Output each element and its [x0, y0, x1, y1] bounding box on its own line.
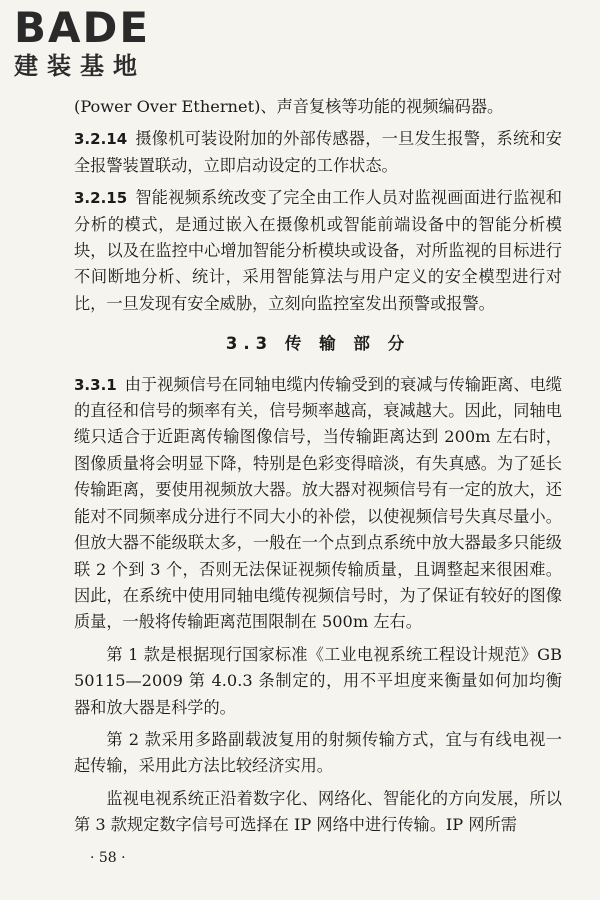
paragraph-item-2: 第 2 款采用多路副载波复用的射频传输方式，宜与有线电视一起传输，采用此方法比较经济实用。	[74, 729, 562, 776]
clause-number: 3.3.1	[74, 375, 117, 394]
clause-number: 3.2.15	[74, 189, 128, 208]
clause-number: 3.2.14	[74, 130, 128, 149]
paragraph-item-1: 第 1 款是根据现行国家标准《工业电视系统工程设计规范》GB 50115—2009 第 4.0.3 条制定的，用不平坦度来衡量如何加均衡器和放大器是科学的。	[74, 644, 562, 717]
logo-text-en: BADE	[14, 3, 151, 52]
page-number: · 58 ·	[90, 850, 126, 866]
clause-3-3-1	[74, 372, 562, 636]
clause-text: 摄像机可装设附加的外部传感器，一旦发生报警，系统和安全报警装置联动，立即启动设定的工作状态。	[74, 129, 562, 175]
paragraph-continued: (Power Over Ethernet)、声音复核等功能的视频编码器。	[74, 97, 504, 116]
clause-text: 智能视频系统改变了完全由工作人员对监视画面进行监视和分析的模式，是通过嵌入在摄像机或智能前端设备中的智能分析模块，以及在监控中心增加智能分析模块或设备，对所监视的目标进行不间断地分析、统计，采用智能算法与用户定义的安全模型进行对比，一旦发现有安全威胁，立刻向监控室发出预警或报警。	[74, 188, 562, 313]
clause-text: 由于视频信号在同轴电缆内传输受到的衰减与传输距离、电缆的直径和信号的频率有关，信号频率越高，衰减越大。因此，同轴电缆只适合于近距离传输图像信号，当传输距离达到 200m 左右时，图像质量将会明显下降，特别是色彩变得暗淡，有失真感。为了延长传输距离，要使用视频放大器。放大器对视频信号有一定的放大，还能对不同频率成分进行不同大小的补偿，以使视频信号失真尽量小。但放大器不能级联太多，一般在一个点到点系统中放大器最多只能级联 2 个到 3 个，否则无法保证视频传输质量，且调整起来很困难。因此，在系统中使用同轴电缆传视频信号时，为了保证有较好的图像质量，一般将传输距离范围限制在 500m 左右。	[74, 374, 562, 632]
paragraph-item-3: 监视电视系统正沿着数字化、网络化、智能化的方向发展，所以第 3 款规定数字信号可选择在 IP 网络中进行传输。IP 网所需	[74, 788, 562, 835]
section-heading: 3.3 传 输 部 分	[225, 334, 411, 354]
logo-text-cn: 建装基地	[14, 52, 146, 80]
bade-logo	[14, 3, 151, 80]
clause-3-2-15	[74, 185, 562, 317]
document-body	[74, 94, 562, 845]
clause-3-2-14	[74, 126, 562, 179]
